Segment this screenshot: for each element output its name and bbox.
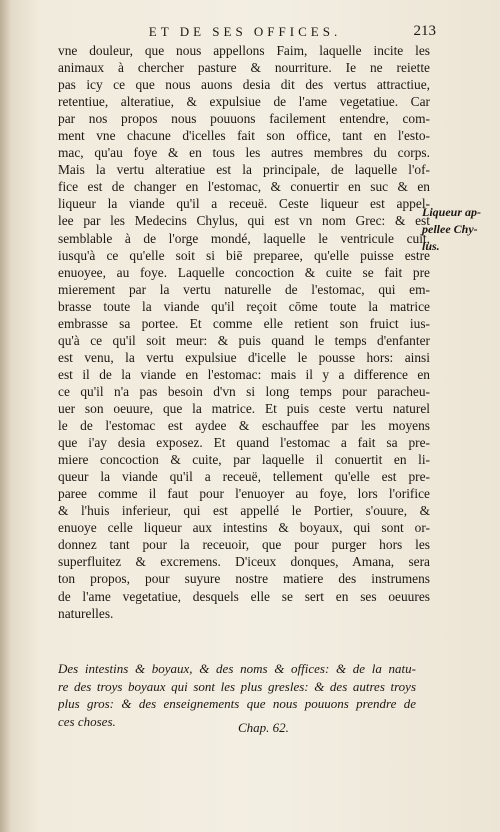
text-line: ment vne chacune d'icelles fait son office, tant en l'esto-	[58, 128, 430, 144]
text-line: uer son oeuure, que la matrice. Et puis ceste vertu naturel	[58, 400, 430, 416]
text-line: embrasse sa portee. Et comme elle retient son fruict ius-	[58, 315, 430, 331]
text-line: est il de la viande en l'estomac: mais il y a difference en	[58, 366, 430, 382]
text-line: & l'huis inferieur, qui est appellé le Portier, s'ouure, &	[58, 503, 430, 519]
marginal-note-line: pellee Chy-	[422, 222, 478, 236]
marginal-note-line: lus.	[422, 239, 440, 253]
text-line: iusqu'à ce qu'elle soit si biē preparee, qu'elle puisse estre	[58, 247, 430, 263]
text-line: ton propos, pour suyure nostre matiere des instrumens	[58, 571, 430, 587]
page-gutter-shadow	[0, 0, 12, 832]
text-line: fice est de changer en l'estomac, & conuertir en suc & en	[58, 179, 430, 195]
text-line: mac, qu'au foye & en tous les autres membres du corps.	[58, 145, 430, 161]
text-line: mierement par la vertu naturelle de l'estomac, qui em-	[58, 281, 430, 297]
text-line: enuoye celle liqueur aux intestins & boyaux, qui sont or-	[58, 520, 430, 536]
text-line: par nos propos nous pouuons facilement entendre, com-	[58, 111, 430, 127]
text-line: ce qu'il n'a pas besoin d'vn si long temps pour paracheu-	[58, 383, 430, 399]
summary-line: Des intestins & boyaux, & des noms & offices: & de la natu-	[58, 661, 416, 676]
text-line: paree comme il faut pour l'enuoyer au foye, lors l'orifice	[58, 486, 430, 502]
chapter-summary	[58, 660, 416, 730]
text-line: brasse toute la viande qu'il reçoit cōme toute la matrice	[58, 298, 430, 314]
summary-line: ces choses.	[58, 713, 116, 729]
text-line: retentiue, alteratiue, & expulsiue de l'ame vegetatiue. Car	[58, 94, 430, 110]
text-line: que i'ay desia exposez. Et quand l'estomac a fait sa pre-	[58, 435, 430, 451]
text-line: le de l'estomac est aydee & eschauffee par les moyens	[58, 418, 430, 434]
text-line: enuoyee, au foye. Laquelle concoction & cuite se fait pre	[58, 264, 430, 280]
summary-line: plus gros: & des enseignements que nous pouuons prendre de	[58, 696, 416, 711]
text-line: est venu, la vertu expulsiue d'icelle le pousse hors: ainsi	[58, 349, 430, 365]
text-line: naturelles.	[58, 605, 114, 621]
text-line: de l'ame vegetatiue, desquels elle se sert en ses oeuures	[58, 588, 430, 604]
running-head: ET DE SES OFFICES.	[148, 24, 342, 39]
text-line: miere concoction & cuite, par laquelle il conuertit en li-	[58, 452, 430, 468]
main-text-block	[58, 42, 430, 622]
text-line: vne douleur, que nous appellons Faim, laquelle incite les	[58, 43, 430, 58]
text-line: superfluitez & excremens. D'iceux donques, Amana, sera	[58, 554, 430, 570]
text-line: queur la viande qu'il a receuë, tellement qu'elle est pre-	[58, 469, 430, 485]
text-line: liqueur la viande qu'il a receuë. Ceste liqueur est appel-	[58, 196, 430, 212]
text-line: pas icy ce que nous auons desia dit des vertus attractiue,	[58, 77, 430, 93]
summary-line: re des troys boyaux qui sont les plus gresles: & des autres troys	[58, 678, 416, 694]
text-line: Mais la vertu alteratiue est la principale, de laquelle l'of-	[58, 162, 430, 178]
text-line: lee par les Medecins Chylus, qui est vn nom Grec: & est	[58, 213, 430, 229]
chapter-heading: Chap. 62.	[238, 720, 289, 735]
text-line: donnez tant pour la receuoir, que pour purger hors les	[58, 537, 430, 553]
page-number: 213	[413, 23, 436, 39]
text-line: semblable à de l'orge mondé, laquelle le ventricule cuit,	[58, 230, 430, 246]
text-line: animaux à chercher pasture & nourriture. Ie ne reiette	[58, 60, 430, 76]
marginal-note	[422, 204, 498, 255]
marginal-note-line: Liqueur ap-	[422, 205, 482, 219]
text-line: qu'à ce qu'il soit meur: & puis quand le temps d'enfanter	[58, 332, 430, 348]
